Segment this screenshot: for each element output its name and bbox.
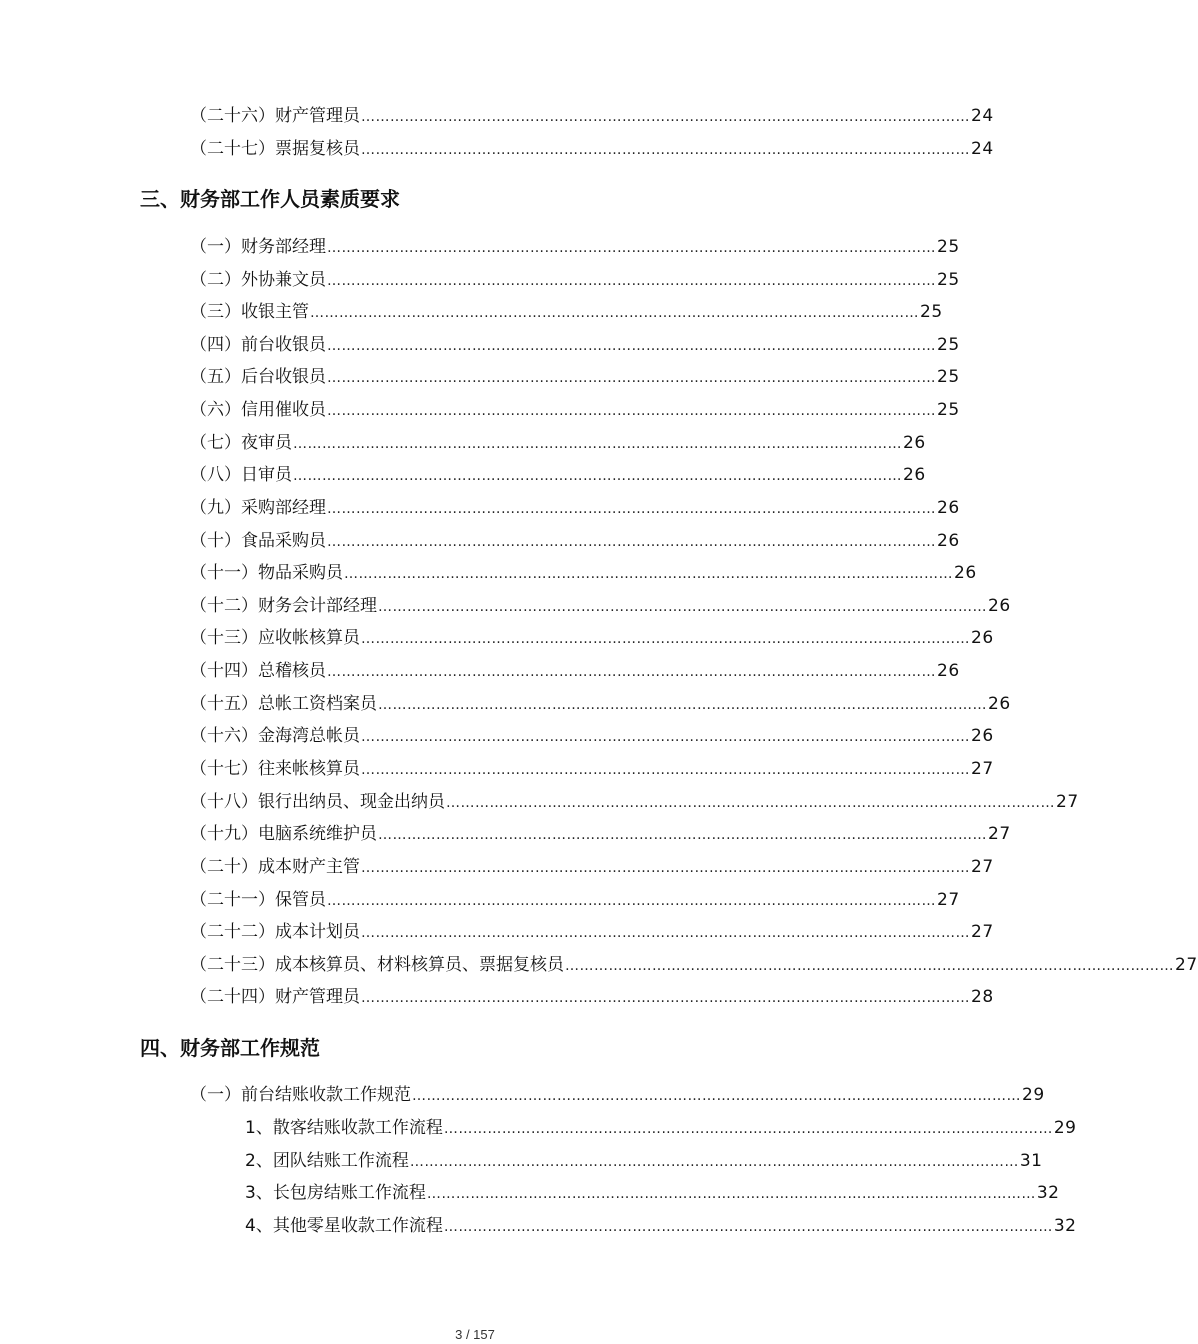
toc-entry-page: 25 xyxy=(937,270,960,290)
toc-entry-label: （二十一）保管员 xyxy=(190,890,326,910)
dot-leader: ……………………………………………………………………………………………………………… xyxy=(327,370,936,386)
toc-entry-label: （六）信用催收员 xyxy=(190,400,326,420)
dot-leader: ……………………………………………………………………………………………………………… xyxy=(344,566,953,582)
dot-leader: ……………………………………………………………………………………………………………… xyxy=(327,273,936,289)
dot-leader: ……………………………………………………………………………………………………………… xyxy=(293,436,902,452)
toc-entry[interactable] xyxy=(190,790,1079,814)
dot-leader: ……………………………………………………………………………………………………………… xyxy=(443,1121,1053,1137)
toc-entry[interactable] xyxy=(190,659,960,683)
dot-leader: ……………………………………………………………………………………………………………… xyxy=(327,338,936,354)
toc-entry-page: 27 xyxy=(937,890,960,910)
toc-entry-label: （二十四）财产管理员 xyxy=(190,987,360,1007)
toc-entry[interactable] xyxy=(190,822,1011,846)
toc-entry-page: 26 xyxy=(988,694,1011,714)
section-heading[interactable]: 四、财务部工作规范 xyxy=(140,1036,320,1060)
toc-entry-page: 26 xyxy=(937,531,960,551)
toc-subentry[interactable] xyxy=(245,1149,1043,1173)
dot-leader: ……………………………………………………………………………………………………………… xyxy=(565,958,1174,974)
toc-entry-page: 25 xyxy=(920,302,943,322)
toc-entry-label: （十六）金海湾总帐员 xyxy=(190,726,360,746)
dot-leader: ……………………………………………………………………………………………………………… xyxy=(378,827,987,843)
dot-leader: ……………………………………………………………………………………………………………… xyxy=(378,599,987,615)
dot-leader: ……………………………………………………………………………………………………………… xyxy=(361,109,970,125)
toc-entry-page: 25 xyxy=(937,237,960,257)
toc-entry[interactable] xyxy=(190,496,960,520)
toc-entry[interactable] xyxy=(190,235,960,259)
toc-entry-label: （十五）总帐工资档案员 xyxy=(190,694,377,714)
toc-entry[interactable] xyxy=(190,626,994,650)
toc-entry-page: 26 xyxy=(971,628,994,648)
dot-leader: ……………………………………………………………………………………………………………… xyxy=(327,893,936,909)
toc-entry-page: 25 xyxy=(937,400,960,420)
toc-entry[interactable] xyxy=(190,365,960,389)
dot-leader: ……………………………………………………………………………………………………………… xyxy=(361,925,970,941)
toc-entry[interactable] xyxy=(190,300,943,324)
dot-leader: ……………………………………………………………………………………………………………… xyxy=(361,729,970,745)
toc-subentry[interactable] xyxy=(245,1214,1077,1238)
toc-entry-page: 25 xyxy=(937,335,960,355)
toc-entry[interactable] xyxy=(190,398,960,422)
toc-entry-page: 31 xyxy=(1019,1151,1043,1171)
dot-leader: ……………………………………………………………………………………………………………… xyxy=(361,631,970,647)
toc-entry-label: （十一）物品采购员 xyxy=(190,563,343,583)
toc-entry[interactable] xyxy=(190,137,994,161)
toc-entry[interactable] xyxy=(190,888,960,912)
toc-entry-label: （十二）财务会计部经理 xyxy=(190,596,377,616)
toc-entry[interactable] xyxy=(190,724,994,748)
toc-entry-label: （一）前台结账收款工作规范 xyxy=(190,1085,411,1105)
toc-entry-label: （十三）应收帐核算员 xyxy=(190,628,360,648)
toc-entry-label: （十四）总稽核员 xyxy=(190,661,326,681)
toc-entry-label: （五）后台收银员 xyxy=(190,367,326,387)
toc-entry[interactable] xyxy=(190,561,977,585)
dot-leader: ……………………………………………………………………………………………………………… xyxy=(310,305,919,321)
toc-entry-label: （二十六）财产管理员 xyxy=(190,106,360,126)
toc-entry-page: 27 xyxy=(971,759,994,779)
toc-entry[interactable] xyxy=(190,855,994,879)
toc-entry-page: 27 xyxy=(1175,955,1198,975)
toc-entry[interactable] xyxy=(190,692,1011,716)
toc-entry[interactable] xyxy=(190,529,960,553)
toc-entry-page: 25 xyxy=(937,367,960,387)
dot-leader: ……………………………………………………………………………………………………………… xyxy=(327,403,936,419)
toc-entry-label: （八）日审员 xyxy=(190,465,292,485)
toc-entry-page: 26 xyxy=(903,465,926,485)
toc-entry-page: 24 xyxy=(971,139,994,159)
toc-entry-page: 27 xyxy=(1056,792,1079,812)
toc-entry-label: （十九）电脑系统维护员 xyxy=(190,824,377,844)
toc-entry[interactable] xyxy=(190,920,994,944)
toc-entry[interactable] xyxy=(190,1083,1045,1107)
dot-leader: ……………………………………………………………………………………………………………… xyxy=(361,860,970,876)
toc-entry-label: （四）前台收银员 xyxy=(190,335,326,355)
dot-leader: ……………………………………………………………………………………………………………… xyxy=(327,240,936,256)
toc-subentry[interactable] xyxy=(245,1116,1077,1140)
dot-leader: ……………………………………………………………………………………………………………… xyxy=(361,142,970,158)
toc-entry-page: 29 xyxy=(1022,1085,1045,1105)
toc-entry-page: 26 xyxy=(954,563,977,583)
toc-entry[interactable] xyxy=(190,953,1198,977)
toc-entry[interactable] xyxy=(190,985,994,1009)
toc-entry-label: （十）食品采购员 xyxy=(190,531,326,551)
toc-entry[interactable] xyxy=(190,431,926,455)
toc-entry-page: 26 xyxy=(903,433,926,453)
toc-entry-label: （二十二）成本计划员 xyxy=(190,922,360,942)
toc-entry-page: 26 xyxy=(937,498,960,518)
toc-entry[interactable] xyxy=(190,757,994,781)
toc-entry-page: 29 xyxy=(1053,1118,1077,1138)
toc-entry-label: 1、散客结账收款工作流程 xyxy=(245,1118,443,1138)
toc-entry-label: （二十七）票据复核员 xyxy=(190,139,360,159)
dot-leader: ……………………………………………………………………………………………………………… xyxy=(361,990,970,1006)
toc-entry[interactable] xyxy=(190,463,926,487)
toc-entry-label: （一）财务部经理 xyxy=(190,237,326,257)
dot-leader: ……………………………………………………………………………………………………………… xyxy=(378,697,987,713)
toc-entry[interactable] xyxy=(190,594,1011,618)
toc-entry[interactable] xyxy=(190,333,960,357)
toc-entry-page: 26 xyxy=(988,596,1011,616)
toc-entry-page: 27 xyxy=(971,922,994,942)
toc-subentry[interactable] xyxy=(245,1181,1060,1205)
dot-leader: ……………………………………………………………………………………………………………… xyxy=(327,501,936,517)
toc-entry-page: 32 xyxy=(1053,1216,1077,1236)
toc-entry-label: （九）采购部经理 xyxy=(190,498,326,518)
toc-entry-page: 26 xyxy=(971,726,994,746)
dot-leader: ……………………………………………………………………………………………………………… xyxy=(412,1088,1021,1104)
toc-entry-label: （七）夜审员 xyxy=(190,433,292,453)
toc-entry-label: （二）外协兼文员 xyxy=(190,270,326,290)
dot-leader: ……………………………………………………………………………………………………………… xyxy=(293,468,902,484)
dot-leader: ……………………………………………………………………………………………………………… xyxy=(327,664,936,680)
toc-entry-page: 24 xyxy=(971,106,994,126)
toc-entry-page: 27 xyxy=(988,824,1011,844)
dot-leader: ……………………………………………………………………………………………………………… xyxy=(327,534,936,550)
toc-entry-label: 3、长包房结账工作流程 xyxy=(245,1183,426,1203)
toc-entry-label: （二十）成本财产主管 xyxy=(190,857,360,877)
toc-entry-page: 27 xyxy=(971,857,994,877)
toc-entry-label: （三）收银主管 xyxy=(190,302,309,322)
toc-entry-label: 4、其他零星收款工作流程 xyxy=(245,1216,443,1236)
dot-leader: ……………………………………………………………………………………………………………… xyxy=(446,795,1055,811)
toc-entry[interactable] xyxy=(190,104,994,128)
dot-leader: ……………………………………………………………………………………………………………… xyxy=(426,1186,1036,1202)
toc-entry-label: （二十三）成本核算员、材料核算员、票据复核员 xyxy=(190,955,564,975)
toc-entry-label: （十八）银行出纳员、现金出纳员 xyxy=(190,792,445,812)
page-indicator: 3 / 157 xyxy=(455,1327,495,1342)
toc-entry-page: 32 xyxy=(1036,1183,1060,1203)
toc-entry-page: 28 xyxy=(971,987,994,1007)
toc-entry[interactable] xyxy=(190,268,960,292)
section-heading[interactable]: 三、财务部工作人员素质要求 xyxy=(140,187,400,211)
toc-entry-label: （十七）往来帐核算员 xyxy=(190,759,360,779)
dot-leader: ……………………………………………………………………………………………………………… xyxy=(409,1154,1019,1170)
toc-entry-page: 26 xyxy=(937,661,960,681)
toc-entry-label: 2、团队结账工作流程 xyxy=(245,1151,409,1171)
dot-leader: ……………………………………………………………………………………………………………… xyxy=(361,762,970,778)
dot-leader: ……………………………………………………………………………………………………………… xyxy=(443,1219,1053,1235)
